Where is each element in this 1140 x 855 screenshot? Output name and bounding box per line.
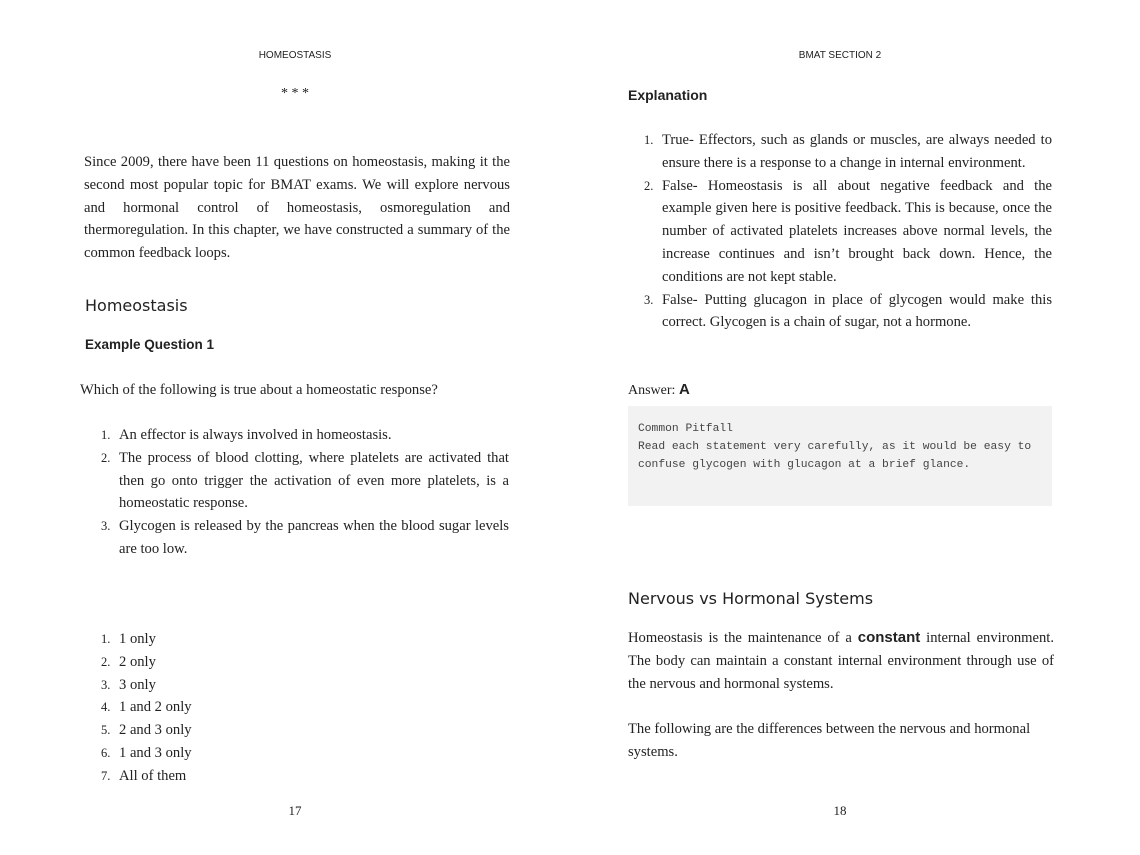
question-text: Which of the following is true about a homeostatic response? — [80, 382, 438, 398]
definition-paragraph: Homeostasis is the maintenance of a constant internal environment. The body can maintain a constant internal environment through use of the nervous and hormonal systems. — [628, 629, 1054, 692]
page-number: 18 — [833, 803, 847, 818]
statement-list — [85, 424, 509, 561]
option-item: 1. 1 only — [101, 631, 156, 647]
intro-paragraph: Since 2009, there have been 11 questions on homeostasis, making it the second most popular topic for BMAT exams. We will explore nervous and hormonal control of homeostasis, osmoregulation and thermoregulation. In this chapter, we have constructed a summary of the common feedback loops. — [84, 154, 510, 262]
statement-item: 2. The process of blood clotting, where platelets are activated that then go onto trigger the activation of even more platelets, is a homeostatic response. — [101, 449, 509, 512]
option-item: 6. 1 and 3 only — [101, 744, 192, 761]
option-item: 3. 3 only — [101, 676, 156, 693]
answer-value: A — [678, 381, 690, 398]
answer-label: Answer: — [628, 383, 676, 398]
emphasis-constant: constant — [857, 629, 921, 646]
option-item: 2. 2 only — [101, 653, 156, 670]
differences-paragraph: The following are the differences between the nervous and hormonal systems. — [628, 721, 1031, 760]
answer-line — [628, 381, 690, 399]
explanation-title: Explanation — [628, 87, 708, 103]
common-pitfall-box — [628, 406, 1052, 506]
running-header: HOMEOSTASIS — [258, 50, 332, 61]
section-separator: * * * — [281, 86, 309, 101]
statement-item: 3. Glycogen is released by the pancreas when the blood sugar levels are too low. — [101, 518, 509, 557]
explanation-item: 1. True- Effectors, such as glands or muscles, are always needed to ensure there is a response to a change in internal environment. — [644, 132, 1052, 171]
pitfall-text: Read each statement very carefully, as it would be easy to confuse glycogen with glucagon at a brief glance. — [638, 441, 1032, 472]
explanation-item: 3. False- Putting glucagon in place of glycogen would make this correct. Glycogen is a chain of sugar, not a hormone. — [644, 291, 1052, 331]
section-title: Homeostasis — [85, 296, 188, 315]
running-header: BMAT SECTION 2 — [798, 50, 882, 61]
example-title: Example Question 1 — [85, 337, 215, 352]
option-item: 4. 1 and 2 only — [101, 699, 192, 716]
pitfall-title: Common Pitfall — [638, 423, 733, 435]
explanation-list — [628, 129, 1052, 334]
options-list — [85, 628, 385, 788]
page-number: 17 — [288, 803, 302, 818]
statement-item: 1. An effector is always involved in homeostasis. — [101, 427, 392, 443]
option-item: 7. All of them — [101, 767, 187, 784]
section-title: Nervous vs Hormonal Systems — [628, 589, 874, 608]
explanation-item: 2. False- Homeostasis is all about negative feedback and the example given here is positive feedback. This is because, once the number of activated platelets increases above normal levels, the increase continues and isn’t brought back down. Hence, the conditions are not kept stable. — [644, 177, 1052, 285]
option-item: 5. 2 and 3 only — [101, 722, 192, 739]
